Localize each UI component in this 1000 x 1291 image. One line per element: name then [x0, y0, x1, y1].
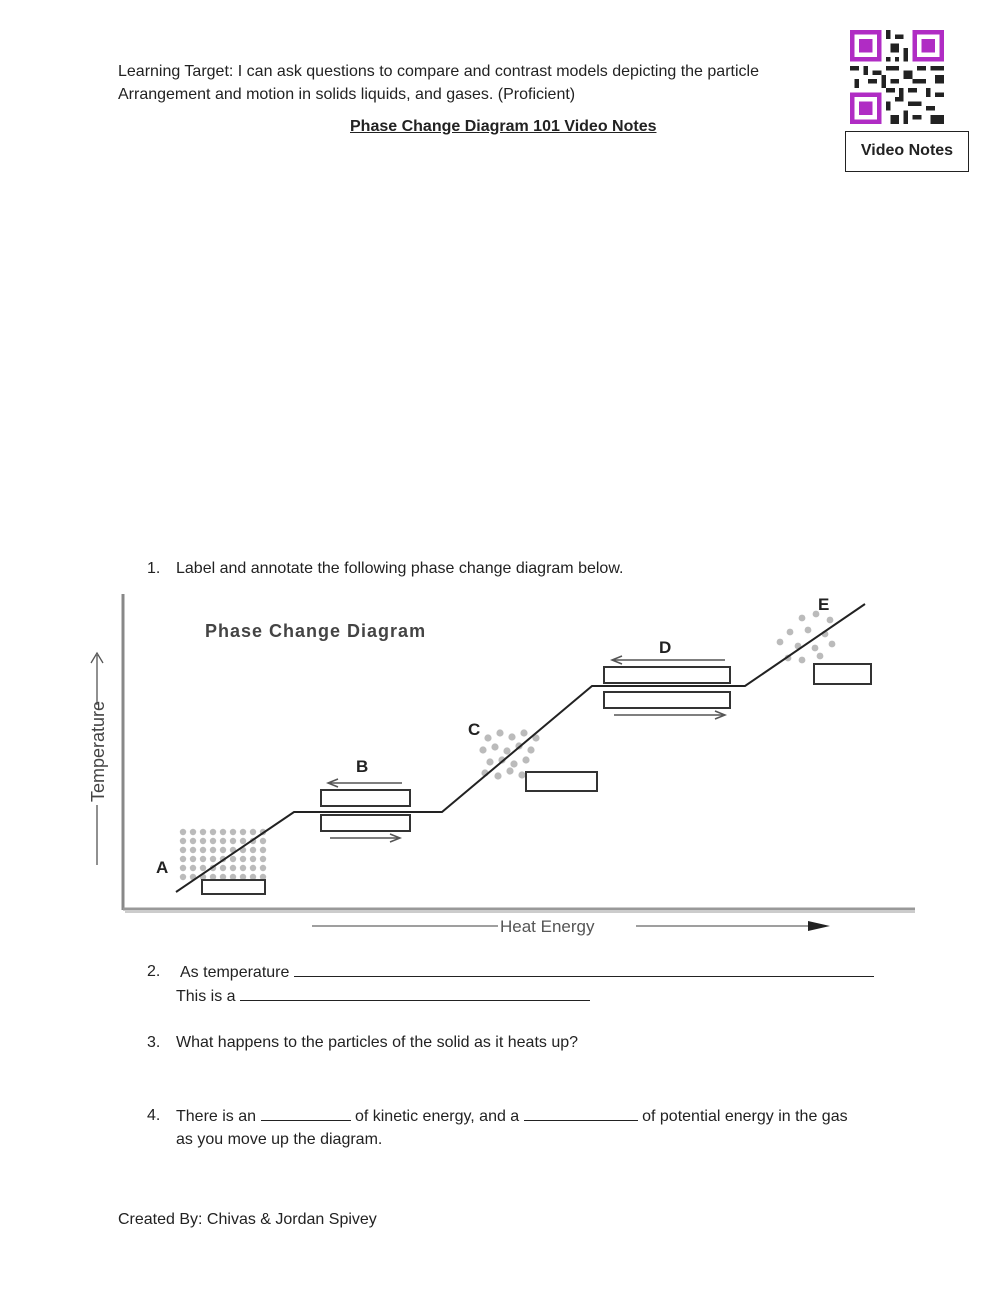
question-text-c: of potential energy in the gas — [642, 1108, 848, 1125]
x-axis-label-group — [312, 917, 830, 936]
particle-dot — [812, 645, 819, 652]
answer-box-b-top — [321, 790, 410, 806]
particle-dot — [805, 627, 812, 634]
particle-dot — [494, 772, 501, 779]
particle-dot — [220, 838, 226, 844]
learning-target — [118, 60, 818, 106]
particle-dot — [527, 746, 534, 753]
question-number: 3. — [147, 1034, 161, 1051]
particle-dot — [190, 847, 196, 853]
particle-dot — [508, 733, 515, 740]
particle-dot — [777, 639, 784, 646]
particle-dot — [506, 767, 513, 774]
question-text-b: This is a — [176, 988, 236, 1005]
answer-blank[interactable] — [240, 984, 590, 1001]
particle-dot — [260, 847, 266, 853]
particle-dot — [190, 829, 196, 835]
particle-dot — [799, 615, 806, 622]
answer-box-c — [526, 772, 597, 791]
particle-dot — [200, 847, 206, 853]
footer-credit: Created By: Chivas & Jordan Spivey — [118, 1211, 377, 1228]
particle-dot — [260, 838, 266, 844]
particle-dot — [787, 629, 794, 636]
particle-dot — [200, 865, 206, 871]
question-text-b: of kinetic energy, and a — [354, 1108, 520, 1125]
particle-dot — [240, 865, 246, 871]
question-number: 4. — [147, 1107, 161, 1124]
particle-dot — [180, 856, 186, 862]
particle-dot — [210, 829, 216, 835]
particle-dot — [510, 760, 517, 767]
particle-dot — [260, 856, 266, 862]
particle-dot — [479, 746, 486, 753]
particle-dot — [190, 865, 196, 871]
particle-dot — [522, 756, 529, 763]
particle-dot — [250, 847, 256, 853]
particle-dot — [210, 838, 216, 844]
question-text-a: There is an — [176, 1108, 257, 1125]
particle-dot — [210, 856, 216, 862]
answer-box-e — [814, 664, 871, 684]
diagram-title: Phase Change Diagram — [205, 621, 427, 641]
particle-dot — [250, 865, 256, 871]
solid-particles — [180, 829, 266, 880]
particle-dot — [190, 838, 196, 844]
qr-code-icon — [850, 30, 944, 124]
question-text-a: As temperature — [180, 964, 290, 981]
gas-particles — [777, 611, 836, 664]
particle-dot — [200, 856, 206, 862]
learning-target-line2: Arrangement and motion in solids liquids, and gases. (Proficient) — [118, 86, 576, 103]
particle-dot — [250, 856, 256, 862]
answer-blank[interactable] — [294, 960, 874, 977]
question-text: What happens to the particles of the solid as it heats up? — [176, 1034, 579, 1051]
particle-dot — [230, 865, 236, 871]
page-title: Phase Change Diagram 101 Video Notes — [350, 118, 657, 135]
particle-dot — [240, 856, 246, 862]
question-2 — [0, 960, 1000, 1010]
particle-dot — [260, 865, 266, 871]
answer-box-d-top — [604, 667, 730, 683]
particle-dot — [240, 838, 246, 844]
particle-dot — [518, 771, 525, 778]
particle-dot — [200, 838, 206, 844]
answer-blank[interactable] — [524, 1104, 638, 1121]
particle-dot — [230, 856, 236, 862]
particle-dot — [491, 743, 498, 750]
answer-box-d-bottom — [604, 692, 730, 708]
y-axis-label-group — [88, 653, 108, 865]
particle-dot — [210, 847, 216, 853]
question-number: 1. — [147, 560, 161, 577]
label-c: C — [468, 720, 481, 739]
particle-dot — [799, 657, 806, 664]
particle-dot — [220, 865, 226, 871]
answer-blank[interactable] — [261, 1104, 351, 1121]
answer-box-b-bottom — [321, 815, 410, 831]
particle-dot — [220, 829, 226, 835]
particle-dot — [190, 856, 196, 862]
label-b: B — [356, 757, 369, 776]
particle-dot — [496, 729, 503, 736]
particle-dot — [180, 874, 186, 880]
particle-dot — [503, 747, 510, 754]
question-text-d: as you move up the diagram. — [176, 1131, 383, 1148]
y-axis-label: Temperature — [88, 700, 108, 802]
question-3 — [0, 1031, 1000, 1055]
particle-dot — [817, 653, 824, 660]
particle-dot — [484, 734, 491, 741]
particle-dot — [200, 829, 206, 835]
answer-box-a — [202, 880, 265, 894]
label-e: E — [818, 595, 830, 614]
particle-dot — [220, 847, 226, 853]
question-number: 2. — [147, 963, 161, 980]
particle-dot — [486, 758, 493, 765]
particle-dot — [180, 829, 186, 835]
particle-dot — [829, 641, 836, 648]
particle-dot — [240, 829, 246, 835]
particle-dot — [520, 729, 527, 736]
particle-dot — [230, 829, 236, 835]
particle-dot — [250, 829, 256, 835]
phase-change-diagram — [80, 590, 920, 940]
particle-dot — [230, 838, 236, 844]
question-1 — [0, 557, 1000, 581]
x-axis-label: Heat Energy — [500, 917, 595, 936]
label-a: A — [156, 858, 169, 877]
question-4 — [0, 1104, 1000, 1154]
video-notes-box: Video Notes — [845, 131, 969, 172]
question-text: Label and annotate the following phase change diagram below. — [176, 560, 624, 577]
x-axis-arrow-icon — [808, 921, 830, 931]
particle-dot — [180, 865, 186, 871]
label-d: D — [659, 638, 672, 657]
learning-target-line1: Learning Target: I can ask questions to compare and contrast models depicting the particle — [118, 63, 759, 80]
particle-dot — [180, 847, 186, 853]
particle-dot — [180, 838, 186, 844]
particle-dot — [827, 617, 834, 624]
